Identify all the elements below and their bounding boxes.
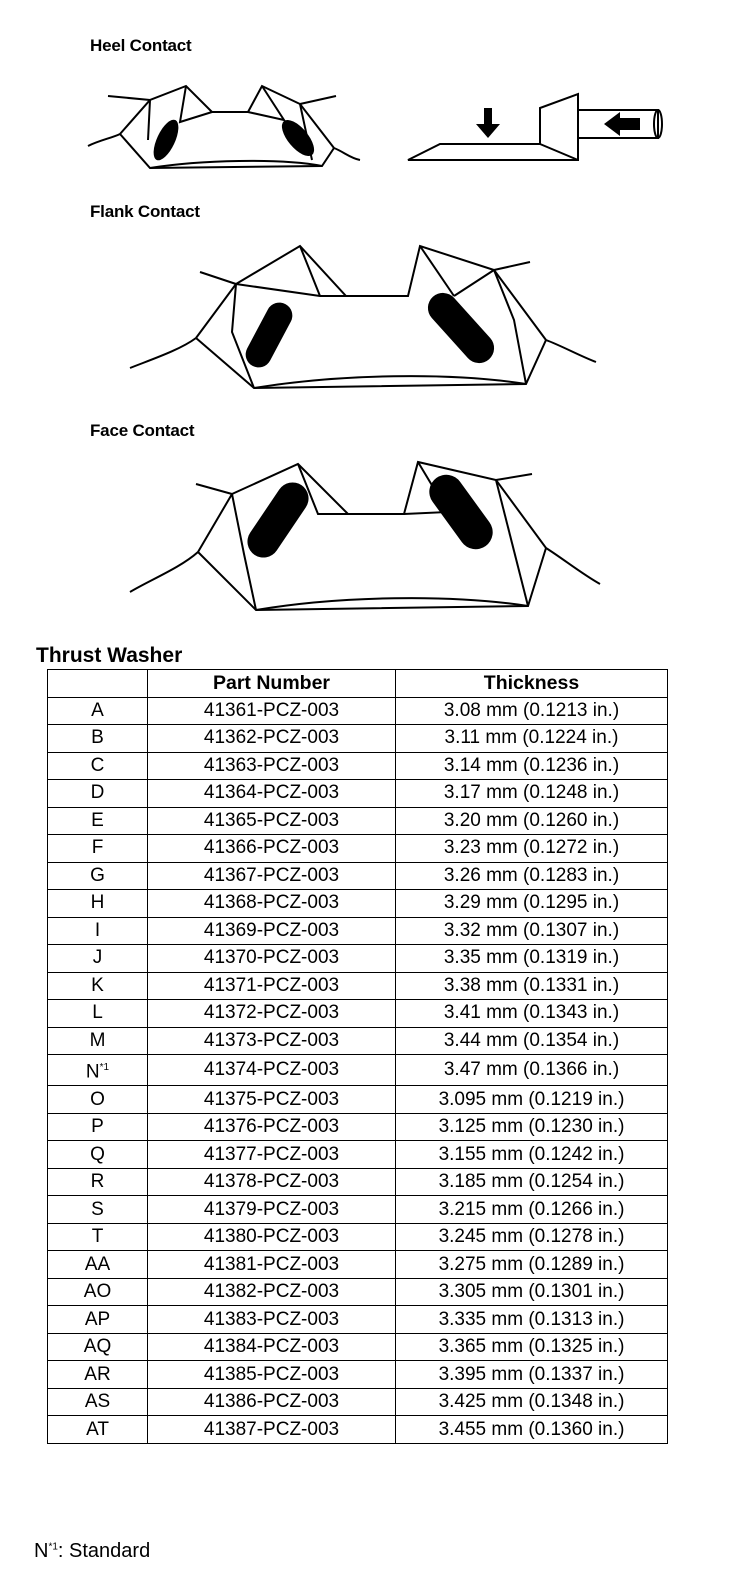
table-row <box>48 1141 668 1169</box>
table-row <box>48 1251 668 1279</box>
part-number-cell: 41387-PCZ-003 <box>148 1416 396 1444</box>
header-part-number: Part Number <box>148 670 396 698</box>
thickness-cell: 3.47 mm (0.1366 in.) <box>396 1055 668 1086</box>
washer-code: R <box>90 1171 105 1193</box>
part-number-cell: 41362-PCZ-003 <box>148 725 396 753</box>
table-row <box>48 1168 668 1196</box>
washer-code: H <box>90 892 105 914</box>
thrust-washer-table <box>47 669 668 1444</box>
thickness-cell: 3.365 mm (0.1325 in.) <box>396 1333 668 1361</box>
washer-code: E <box>91 809 104 831</box>
table-header-row <box>48 670 668 698</box>
header-thickness: Thickness <box>396 670 668 698</box>
part-number-cell: 41379-PCZ-003 <box>148 1196 396 1224</box>
washer-code: B <box>91 727 104 749</box>
thickness-cell: 3.32 mm (0.1307 in.) <box>396 917 668 945</box>
table-row <box>48 1388 668 1416</box>
table-row <box>48 807 668 835</box>
washer-code-cell <box>48 752 148 780</box>
washer-code: T <box>91 1226 104 1248</box>
thickness-cell: 3.11 mm (0.1224 in.) <box>396 725 668 753</box>
table-row <box>48 1278 668 1306</box>
washer-code: J <box>92 947 103 969</box>
table-row <box>48 890 668 918</box>
thickness-cell: 3.455 mm (0.1360 in.) <box>396 1416 668 1444</box>
thickness-cell: 3.41 mm (0.1343 in.) <box>396 1000 668 1028</box>
part-number-cell: 41365-PCZ-003 <box>148 807 396 835</box>
washer-code-cell <box>48 1027 148 1055</box>
thickness-cell: 3.23 mm (0.1272 in.) <box>396 835 668 863</box>
part-number-cell: 41366-PCZ-003 <box>148 835 396 863</box>
footnote-sup: *1 <box>48 1541 58 1553</box>
footnote <box>34 1540 150 1563</box>
flank-contact-label: Flank Contact <box>90 202 200 221</box>
washer-code-cell <box>48 1306 148 1334</box>
washer-code-cell <box>48 697 148 725</box>
header-code <box>48 670 148 698</box>
part-number-cell: 41370-PCZ-003 <box>148 945 396 973</box>
part-number-cell: 41375-PCZ-003 <box>148 1086 396 1114</box>
thickness-cell: 3.425 mm (0.1348 in.) <box>396 1388 668 1416</box>
table-title: Thrust Washer <box>36 644 183 667</box>
thickness-cell: 3.275 mm (0.1289 in.) <box>396 1251 668 1279</box>
thickness-cell: 3.185 mm (0.1254 in.) <box>396 1168 668 1196</box>
washer-code-cell <box>48 1251 148 1279</box>
washer-code: AT <box>86 1418 109 1440</box>
washer-code-cell <box>48 1086 148 1114</box>
washer-code: K <box>91 974 104 996</box>
table-row <box>48 725 668 753</box>
part-number-cell: 41361-PCZ-003 <box>148 697 396 725</box>
washer-code: L <box>92 1002 103 1024</box>
washer-code-cell <box>48 1000 148 1028</box>
table-row <box>48 1000 668 1028</box>
washer-code-cell <box>48 862 148 890</box>
part-number-cell: 41383-PCZ-003 <box>148 1306 396 1334</box>
thickness-cell: 3.245 mm (0.1278 in.) <box>396 1223 668 1251</box>
part-number-cell: 41364-PCZ-003 <box>148 780 396 808</box>
part-number-cell: 41382-PCZ-003 <box>148 1278 396 1306</box>
face-contact-label: Face Contact <box>90 421 195 440</box>
washer-code: A <box>91 699 104 721</box>
part-number-cell: 41380-PCZ-003 <box>148 1223 396 1251</box>
table-row <box>48 1333 668 1361</box>
flank-contact-figure <box>0 230 736 410</box>
washer-code: O <box>90 1088 105 1110</box>
table-row <box>48 862 668 890</box>
washer-code-cell <box>48 835 148 863</box>
washer-code: F <box>91 837 104 859</box>
thickness-cell: 3.20 mm (0.1260 in.) <box>396 807 668 835</box>
table-row <box>48 780 668 808</box>
washer-code: AA <box>84 1253 111 1275</box>
washer-code-cell <box>48 1055 148 1086</box>
thickness-cell: 3.26 mm (0.1283 in.) <box>396 862 668 890</box>
part-number-cell: 41385-PCZ-003 <box>148 1361 396 1389</box>
washer-code: AQ <box>83 1336 112 1358</box>
washer-code: AS <box>84 1391 111 1413</box>
part-number-cell: 41369-PCZ-003 <box>148 917 396 945</box>
thickness-cell: 3.305 mm (0.1301 in.) <box>396 1278 668 1306</box>
washer-code: D <box>90 782 105 804</box>
part-number-cell: 41367-PCZ-003 <box>148 862 396 890</box>
thickness-cell: 3.095 mm (0.1219 in.) <box>396 1086 668 1114</box>
part-number-cell: 41384-PCZ-003 <box>148 1333 396 1361</box>
washer-code: G <box>90 864 105 886</box>
washer-code: N <box>85 1061 100 1083</box>
part-number-cell: 41381-PCZ-003 <box>148 1251 396 1279</box>
table-row <box>48 1223 668 1251</box>
washer-code-cell <box>48 1388 148 1416</box>
part-number-cell: 41368-PCZ-003 <box>148 890 396 918</box>
table-row <box>48 1086 668 1114</box>
washer-code: P <box>91 1116 104 1138</box>
washer-code: C <box>90 754 105 776</box>
heel-contact-figure <box>0 78 736 188</box>
washer-code-cell <box>48 890 148 918</box>
washer-code-sup: *1 <box>99 1062 110 1073</box>
part-number-cell: 41374-PCZ-003 <box>148 1055 396 1086</box>
table-row <box>48 1055 668 1086</box>
washer-code-cell <box>48 1278 148 1306</box>
part-number-cell: 41363-PCZ-003 <box>148 752 396 780</box>
washer-code: AR <box>84 1363 111 1385</box>
thickness-cell: 3.335 mm (0.1313 in.) <box>396 1306 668 1334</box>
thickness-cell: 3.08 mm (0.1213 in.) <box>396 697 668 725</box>
table-row <box>48 697 668 725</box>
table-row <box>48 945 668 973</box>
part-number-cell: 41371-PCZ-003 <box>148 972 396 1000</box>
table-row <box>48 1113 668 1141</box>
part-number-cell: 41386-PCZ-003 <box>148 1388 396 1416</box>
part-number-cell: 41373-PCZ-003 <box>148 1027 396 1055</box>
thickness-cell: 3.14 mm (0.1236 in.) <box>396 752 668 780</box>
washer-code-cell <box>48 1141 148 1169</box>
footnote-prefix: N <box>34 1540 49 1562</box>
table-row <box>48 835 668 863</box>
part-number-cell: 41372-PCZ-003 <box>148 1000 396 1028</box>
washer-code-cell <box>48 972 148 1000</box>
washer-code: M <box>89 1029 106 1051</box>
thickness-cell: 3.29 mm (0.1295 in.) <box>396 890 668 918</box>
washer-code-cell <box>48 780 148 808</box>
table-row <box>48 752 668 780</box>
thickness-cell: 3.215 mm (0.1266 in.) <box>396 1196 668 1224</box>
heel-contact-label: Heel Contact <box>90 36 192 55</box>
part-number-cell: 41376-PCZ-003 <box>148 1113 396 1141</box>
table-row <box>48 917 668 945</box>
part-number-cell: 41378-PCZ-003 <box>148 1168 396 1196</box>
table-row <box>48 1306 668 1334</box>
washer-code: AP <box>84 1308 111 1330</box>
washer-code-cell <box>48 1416 148 1444</box>
washer-code: S <box>91 1198 104 1220</box>
table-row <box>48 1196 668 1224</box>
thickness-cell: 3.125 mm (0.1230 in.) <box>396 1113 668 1141</box>
washer-code-cell <box>48 1223 148 1251</box>
thickness-cell: 3.17 mm (0.1248 in.) <box>396 780 668 808</box>
washer-code: AO <box>83 1281 112 1303</box>
washer-code-cell <box>48 807 148 835</box>
washer-code-cell <box>48 917 148 945</box>
part-number-cell: 41377-PCZ-003 <box>148 1141 396 1169</box>
washer-code-cell <box>48 725 148 753</box>
thickness-cell: 3.35 mm (0.1319 in.) <box>396 945 668 973</box>
table-row <box>48 1027 668 1055</box>
thickness-cell: 3.44 mm (0.1354 in.) <box>396 1027 668 1055</box>
thickness-cell: 3.38 mm (0.1331 in.) <box>396 972 668 1000</box>
face-contact-figure <box>0 455 736 625</box>
table-row <box>48 1361 668 1389</box>
washer-code-cell <box>48 1361 148 1389</box>
washer-code-cell <box>48 1168 148 1196</box>
thickness-cell: 3.395 mm (0.1337 in.) <box>396 1361 668 1389</box>
washer-code-cell <box>48 1196 148 1224</box>
washer-code: Q <box>90 1143 105 1165</box>
footnote-text: : Standard <box>57 1540 151 1562</box>
table-row <box>48 972 668 1000</box>
thickness-cell: 3.155 mm (0.1242 in.) <box>396 1141 668 1169</box>
washer-code-cell <box>48 1333 148 1361</box>
table-row <box>48 1416 668 1444</box>
washer-code: I <box>94 919 101 941</box>
washer-code-cell <box>48 1113 148 1141</box>
washer-code-cell <box>48 945 148 973</box>
